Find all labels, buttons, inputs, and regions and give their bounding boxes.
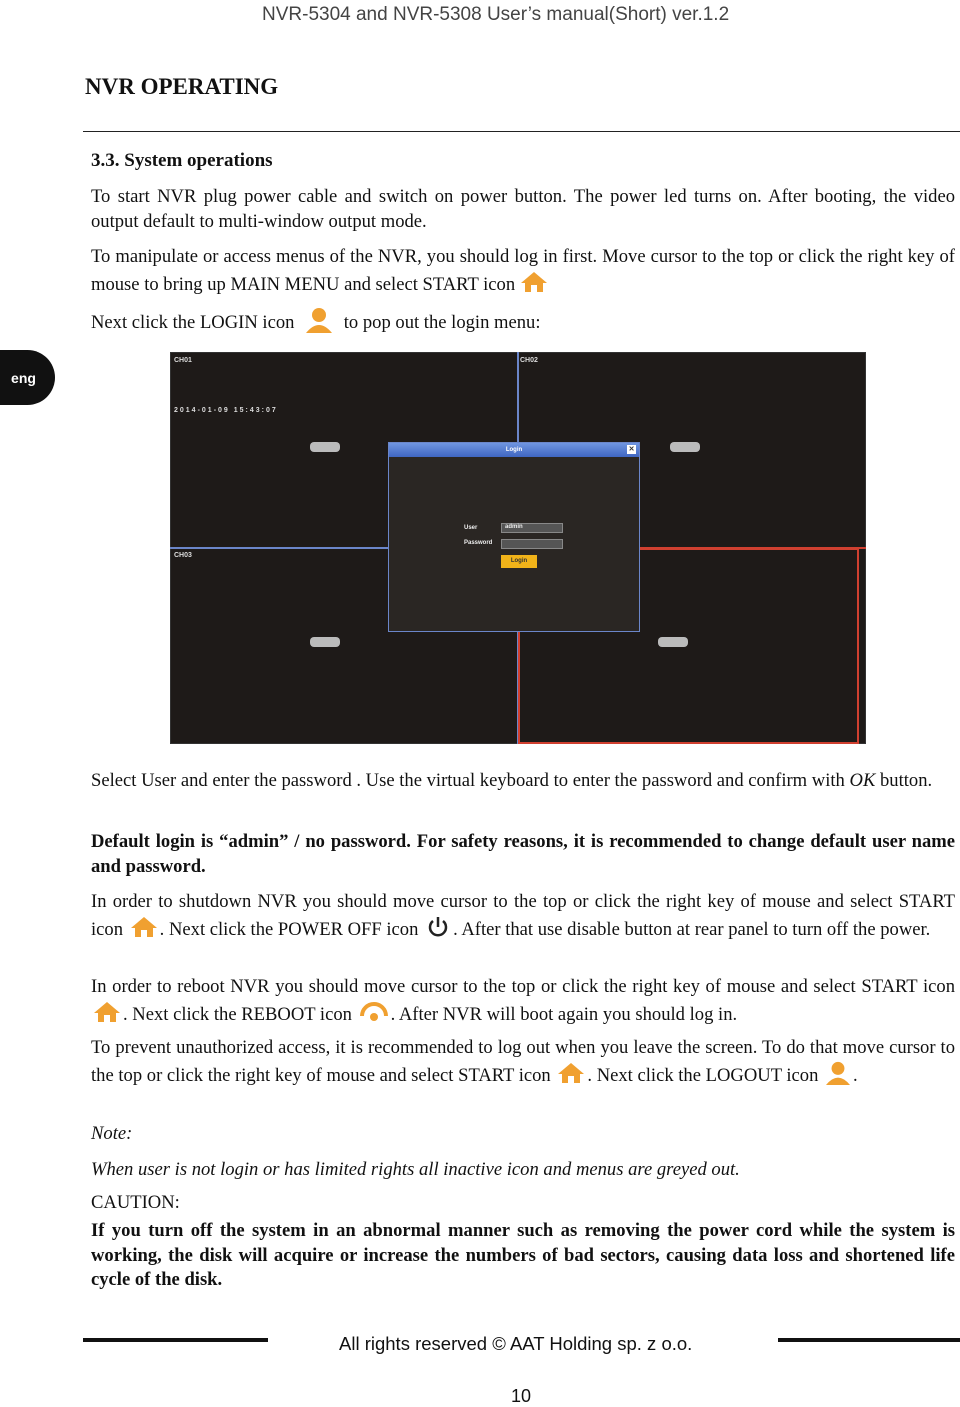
shutdown-text-1: In order to shutdown NVR you should move cursor to the top or click the right key of mouse and select START icon	[91, 891, 955, 940]
timestamp: 2014-01-09 15:43:07	[174, 407, 278, 414]
channel-label-3: CH03	[174, 552, 192, 559]
login-step-text-2: to pop out the login menu:	[343, 312, 541, 334]
logout-text-1: To prevent unauthorized access, it is recommended to log out when you leave the screen. To do that move cursor to the top or click the right key of mouse and select START icon	[91, 1037, 955, 1086]
dialog-titlebar	[389, 443, 639, 457]
home-icon	[520, 270, 548, 302]
password-label: Password	[464, 540, 493, 546]
paragraph-shutdown	[91, 890, 955, 946]
section-heading: 3.3. System operations	[91, 150, 273, 171]
home-icon	[128, 915, 160, 947]
select-user-text: Select User and enter the password . Use the virtual keyboard to enter the password and confirm with	[91, 770, 850, 791]
shutdown-text-3: . After that use disable button at rear panel to turn off the power.	[453, 918, 931, 940]
user-field[interactable]	[501, 523, 563, 533]
paragraph-select-user	[91, 769, 955, 794]
login-step-text: Next click the LOGIN icon	[91, 312, 295, 334]
login-screenshot	[170, 352, 866, 744]
caution-text: If you turn off the system in an abnormal manner such as removing the power cord while the system is working, the disk will acquire or increase the numbers of bad sectors, causing data loss and shortened life cycle of the disk.	[91, 1220, 955, 1291]
paragraph-login-icon	[91, 307, 955, 341]
user-icon	[303, 307, 335, 341]
running-header: NVR-5304 and NVR-5308 User’s manual(Short) ver.1.2	[262, 4, 730, 25]
home-icon	[555, 1061, 587, 1093]
logout-text-3: .	[853, 1064, 858, 1086]
ok-text: OK	[849, 770, 876, 791]
channel-label-2: CH02	[520, 357, 538, 364]
language-tab: eng	[0, 350, 55, 405]
user-label: User	[464, 525, 478, 531]
note-text: When user is not login or has limited rights all inactive icon and menus are greyed out.	[91, 1159, 740, 1180]
login-intro-text: To manipulate or access menus of the NVR, you should log in first. Move cursor to the top or click the right key of mouse to bring up MAIN MENU and select START icon	[91, 246, 955, 295]
reboot-text-2: . Next click the REBOOT icon	[123, 1003, 352, 1025]
user-value: admin	[505, 524, 523, 530]
dialog-title: Login	[505, 447, 523, 453]
reboot-text-3: . After NVR will boot again you should log in.	[390, 1003, 738, 1025]
footer-rule-right	[778, 1338, 960, 1342]
reboot-icon	[357, 1000, 391, 1032]
paragraph-reboot	[91, 975, 955, 1031]
password-field[interactable]	[501, 539, 563, 549]
select-user-end: button.	[875, 770, 933, 791]
login-dialog	[388, 442, 640, 632]
channel-label-1: CH01	[174, 357, 192, 364]
paragraph-start: To start NVR plug power cable and switch on power button. The power led turns on. After booting, the video output default to multi-window output mode.	[91, 186, 955, 232]
paragraph-logout	[91, 1036, 955, 1092]
home-icon	[91, 1000, 123, 1032]
login-button[interactable]: Login	[501, 555, 537, 568]
user-icon	[823, 1061, 853, 1093]
logout-text-2: . Next click the LOGOUT icon	[587, 1064, 819, 1086]
close-icon[interactable]: ✕	[628, 446, 635, 453]
title-rule	[83, 131, 960, 132]
caution-label: CAUTION:	[91, 1192, 180, 1213]
reboot-text-1: In order to reboot NVR you should move cursor to the top or click the right key of mouse and select START icon	[91, 976, 955, 997]
shutdown-text-2: . Next click the POWER OFF icon	[159, 918, 419, 940]
page-title: NVR OPERATING	[85, 74, 279, 99]
paragraph-default-login: Default login is “admin” / no password. For safety reasons, it is recommended to change default user name and password.	[91, 831, 955, 877]
note-label: Note:	[91, 1123, 133, 1144]
page-number: 10	[511, 1386, 532, 1406]
power-icon	[423, 915, 453, 947]
footer-copyright: All rights reserved © AAT Holding sp. z o.o.	[339, 1333, 693, 1354]
paragraph-login-intro	[91, 245, 955, 301]
footer-rule-left	[83, 1338, 268, 1342]
